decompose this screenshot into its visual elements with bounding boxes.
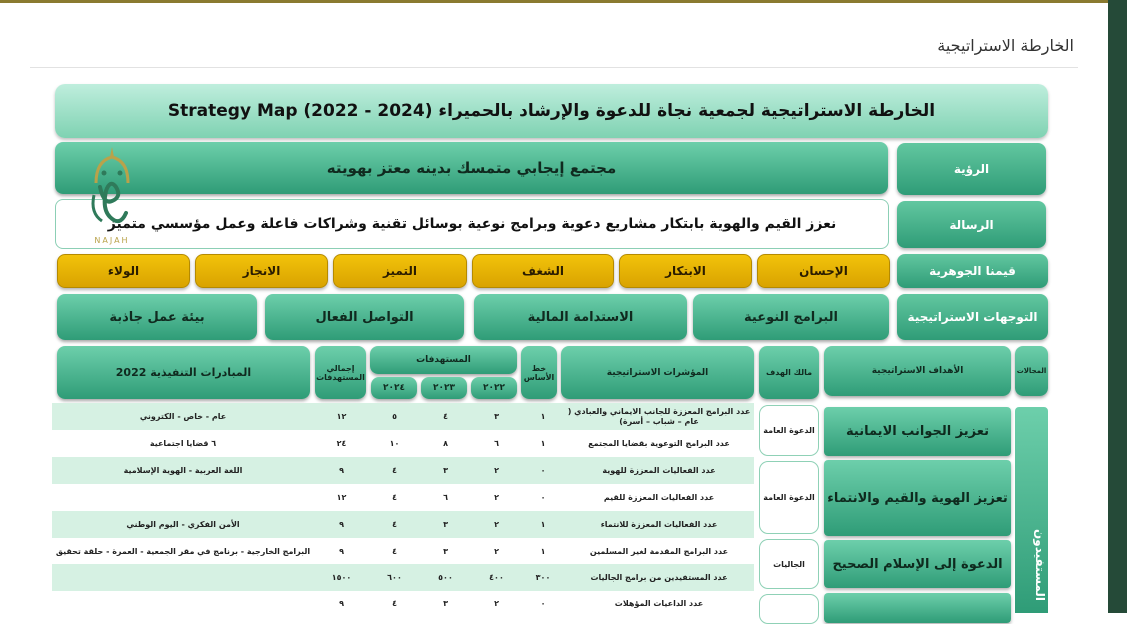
year-2024-cell: ١٠ bbox=[389, 438, 400, 448]
year-2024-cell: ٤ bbox=[392, 519, 397, 529]
year-2024-cell: ٤ bbox=[392, 598, 397, 608]
mission-text: نعزز القيم والهوية بابتكار مشاريع دعوية وبرامج نوعية بوسائل تقنية وشراكات فاعلة وعمل مؤسسي متميز bbox=[55, 199, 889, 249]
year-2023-cell: ٦ bbox=[443, 492, 448, 502]
mission-label: الرسالة bbox=[897, 201, 1046, 248]
year-2022-cell: ٦ bbox=[494, 438, 499, 448]
year-2024-cell: ٥ bbox=[392, 411, 397, 421]
goal-identity-values: تعزيز الهوية والقيم والانتماء bbox=[824, 460, 1011, 536]
initiative-cell: عام - خاص - الكتروني bbox=[139, 411, 227, 421]
title-divider bbox=[30, 67, 1078, 68]
year-2023-cell: ٥٠٠ bbox=[438, 572, 453, 582]
total-cell: ٩ bbox=[339, 465, 344, 475]
value-tamayuz: التميز bbox=[333, 254, 467, 288]
year-2024-cell: ٤ bbox=[392, 546, 397, 556]
total-cell: ٩ bbox=[339, 598, 344, 608]
value-walaa: الولاء bbox=[57, 254, 190, 288]
goal-next bbox=[824, 593, 1011, 623]
values-label: قيمنا الجوهرية bbox=[897, 254, 1048, 288]
baseline-cell: ٠ bbox=[540, 598, 546, 608]
strategy-map-title: الخارطة الاستراتيجية لجمعية نجاة للدعوة والإرشاد بالحميراء Strategy Map (2022 - 2024) bbox=[55, 84, 1048, 138]
year-2022-cell: ٢ bbox=[494, 492, 499, 502]
logo-text: NAJAH bbox=[94, 236, 130, 245]
value-ibtikar: الابتكار bbox=[619, 254, 752, 288]
goal-owner: الدعوة العامة bbox=[759, 405, 819, 456]
baseline-cell: ١ bbox=[540, 546, 546, 556]
year-2022-cell: ٤٠٠ bbox=[489, 572, 504, 582]
indicator-cell: عدد الفعاليات المعززة للانتماء bbox=[600, 519, 718, 529]
najah-logo bbox=[82, 143, 142, 247]
total-cell: ٢٤ bbox=[336, 438, 347, 448]
year-2023-cell: ٨ bbox=[443, 438, 448, 448]
year-2024-cell: ٤ bbox=[392, 465, 397, 475]
direction-financial-sustainability: الاستدامة المالية bbox=[474, 294, 687, 340]
indicator-cell: عدد البرامج المقدمة لغير المسلمين bbox=[589, 546, 729, 556]
year-2022-cell: ٢ bbox=[494, 519, 499, 529]
table-row bbox=[52, 457, 754, 484]
baseline-cell: ٣٠٠ bbox=[535, 572, 551, 582]
direction-attractive-environment: بيئة عمل جاذبة bbox=[57, 294, 257, 340]
value-shaghaf: الشغف bbox=[472, 254, 614, 288]
baseline-cell: ١ bbox=[540, 411, 546, 421]
indicator-cell: عدد الفعاليات المعززة للقيم bbox=[603, 492, 715, 502]
header-year-2024: ٢٠٢٤ bbox=[371, 377, 417, 399]
top-accent-line bbox=[0, 0, 1108, 3]
goal-owner: الدعوة العامة bbox=[759, 461, 819, 534]
table-row bbox=[52, 564, 754, 591]
value-injaz: الانجاز bbox=[195, 254, 328, 288]
initiative-cell bbox=[52, 564, 314, 591]
total-cell: ٩ bbox=[339, 519, 344, 529]
year-2023-cell: ٤ bbox=[443, 411, 448, 421]
header-baseline: خط الأساس bbox=[521, 346, 557, 399]
header-goals: الأهداف الاستراتيجية bbox=[824, 346, 1011, 396]
baseline-cell: ١ bbox=[540, 519, 546, 529]
vision-text: مجتمع إيجابي متمسك بدينه معتز بهويته bbox=[55, 142, 888, 194]
goal-owner bbox=[759, 594, 819, 624]
indicator-cell: عدد البرامج المعززة للجانب الايماني والعبادي ( عام – شباب – أسرة) bbox=[567, 406, 751, 426]
year-2023-cell: ٣ bbox=[443, 546, 448, 556]
table-row bbox=[52, 430, 754, 457]
baseline-cell: ٠ bbox=[540, 465, 546, 475]
header-domains: المجالات bbox=[1015, 346, 1048, 396]
year-2023-cell: ٣ bbox=[443, 465, 448, 475]
total-cell: ١٥٠٠ bbox=[331, 572, 352, 582]
total-cell: ١٢ bbox=[336, 411, 347, 421]
table-row bbox=[52, 403, 754, 430]
initiative-cell bbox=[52, 484, 314, 511]
goal-dawah-islam: الدعوة إلى الإسلام الصحيح bbox=[824, 540, 1011, 588]
indicator-cell: عدد المستفيدين من برامج الجاليات bbox=[590, 572, 728, 582]
year-2024-cell: ٤ bbox=[392, 492, 397, 502]
initiative-cell: اللغة العربية - الهوية الإسلامية bbox=[123, 465, 243, 475]
header-initiatives: المبادرات التنفيذية 2022 bbox=[57, 346, 310, 399]
year-2024-cell: ٦٠٠ bbox=[387, 572, 402, 582]
table-row bbox=[52, 484, 754, 511]
initiative-cell: البرامج الخارجية - برنامج في مقر الجمعية - العمرة - حلقة تحقيق bbox=[55, 546, 311, 556]
page-title: الخارطة الاستراتيجية bbox=[937, 36, 1074, 55]
goal-faith-aspects: تعزيز الجوانب الايمانية bbox=[824, 407, 1011, 456]
right-edge-bar bbox=[1108, 0, 1127, 613]
header-owner: مالك الهدف bbox=[759, 346, 819, 399]
directions-label: التوجهات الاستراتيجية bbox=[897, 294, 1048, 340]
domain-beneficiaries: المستفيدون bbox=[1033, 529, 1047, 601]
indicator-cell: عدد الفعاليات المعززة للهوية bbox=[602, 465, 716, 475]
baseline-cell: ٠ bbox=[540, 492, 546, 502]
year-2022-cell: ٢ bbox=[494, 546, 499, 556]
header-year-2023: ٢٠٢٣ bbox=[421, 377, 467, 399]
goal-owner: الجاليات bbox=[759, 539, 819, 589]
year-2023-cell: ٣ bbox=[443, 598, 448, 608]
vision-label: الرؤية bbox=[897, 143, 1046, 195]
initiative-cell: الأمن الفكري - اليوم الوطني bbox=[126, 519, 240, 529]
indicator-cell: عدد البرامج التوعوية بقضايا المجتمع bbox=[588, 438, 730, 448]
header-total: إجمالي المستهدفات bbox=[315, 346, 366, 399]
value-ihsan: الإحسان bbox=[757, 254, 890, 288]
baseline-cell: ١ bbox=[540, 438, 546, 448]
total-cell: ٩ bbox=[339, 546, 344, 556]
year-2023-cell: ٣ bbox=[443, 519, 448, 529]
direction-quality-programs: البرامج النوعية bbox=[693, 294, 889, 340]
year-2022-cell: ٣ bbox=[494, 411, 499, 421]
year-2022-cell: ٢ bbox=[494, 465, 499, 475]
indicator-cell: عدد الداعيات المؤهلات bbox=[614, 598, 704, 608]
year-2022-cell: ٢ bbox=[494, 598, 499, 608]
table-row bbox=[52, 511, 754, 538]
header-indicators: المؤشرات الاستراتيجية bbox=[561, 346, 754, 399]
header-targets: المستهدفات bbox=[370, 346, 517, 374]
initiative-cell: ٦ قضايا اجتماعية bbox=[149, 438, 217, 448]
total-cell: ١٢ bbox=[336, 492, 347, 502]
table-row bbox=[52, 538, 754, 565]
header-year-2022: ٢٠٢٢ bbox=[471, 377, 517, 399]
direction-effective-communication: التواصل الفعال bbox=[265, 294, 464, 340]
